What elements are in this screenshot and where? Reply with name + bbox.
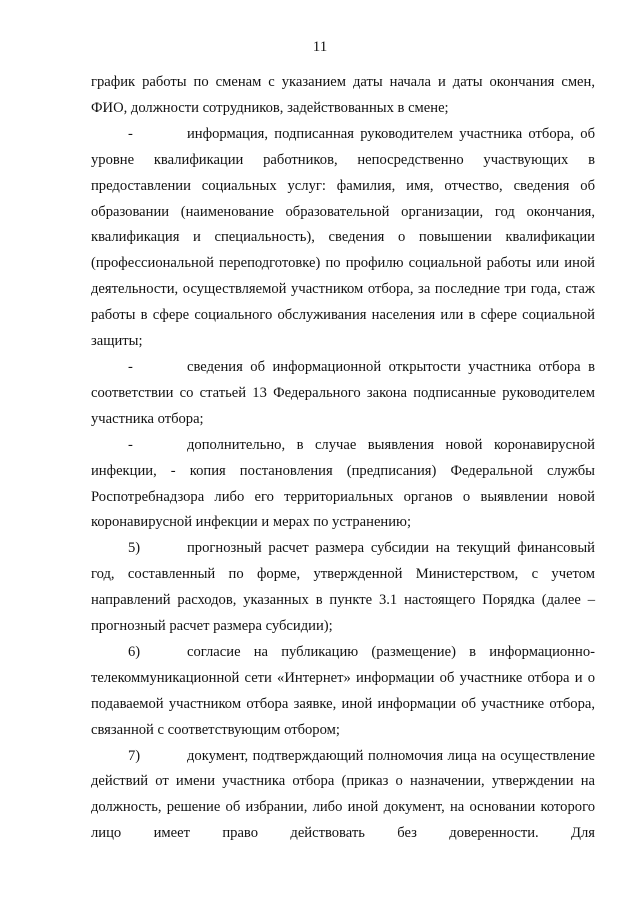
paragraph-item-5 xyxy=(91,536,595,640)
paragraph-text: дополнительно, в случае выявления новой коронавирусной инфекции, - копия постановления (предписания) Федеральной службы Роспотребнадзора либо его территориальных органов о выявлении новой коронавирусной инфекции и мерах по устранению; xyxy=(91,436,595,531)
list-marker: - xyxy=(128,358,133,375)
page-number: 11 xyxy=(312,39,328,55)
paragraph-item-7 xyxy=(91,744,595,848)
paragraph-schedule xyxy=(91,70,595,122)
document-body xyxy=(91,70,595,847)
paragraph-openness-info xyxy=(91,355,595,433)
paragraph-text: информация, подписанная руководителем участника отбора, об уровне квалификации работников, непосредственно участвующих в предоставлении социальных услуг: фамилия, имя, отчество, сведения об образовании (наименование образовательной организации, год окончания, квалификация и специальность), сведения о повышении квалификации (профессиональной переподготовке) по профилю социальной работы или иной деятельности, осуществляемой участником отбора, за последние три года, стаж работы в сфере социального обслуживания населения или в сфере социальной защиты; xyxy=(91,125,595,350)
paragraph-text: сведения об информационной открытости участника отбора в соответствии со статьей 13 Федерального закона подписанные руководителем участника отбора; xyxy=(91,358,595,427)
list-marker: 5) xyxy=(128,540,141,557)
list-marker: - xyxy=(128,125,133,142)
paragraph-text: документ, подтверждающий полномочия лица на осуществление действий от имени участника отбора (приказ о назначении, утверждении на должность, решение об избрании, либо иной документ, на основании которого лицо имеет право действовать без доверенности. Для xyxy=(91,747,595,842)
list-marker: - xyxy=(128,436,133,453)
paragraph-item-6 xyxy=(91,640,595,744)
list-marker: 6) xyxy=(128,643,141,660)
paragraph-text: график работы по сменам с указанием даты начала и даты окончания смен, ФИО, должности сотрудников, задействованных в смене; xyxy=(91,74,595,116)
list-marker: 7) xyxy=(128,747,141,764)
paragraph-text: согласие на публикацию (размещение) в информационно-телекоммуникационной сети «Интернет» информации об участнике отбора и о подаваемой участником отбора заявке, иной информации об участнике отбора, связанной с соответствующим отбором; xyxy=(91,643,595,738)
paragraph-text: прогнозный расчет размера субсидии на текущий финансовый год, составленный по форме, утвержденной Министерством, с учетом направлений расходов, указанных в пункте 3.1 настоящего Порядка (далее – прогнозный расчет размера субсидии); xyxy=(91,540,595,635)
paragraph-qualification-info xyxy=(91,122,595,355)
paragraph-covid-info xyxy=(91,433,595,537)
